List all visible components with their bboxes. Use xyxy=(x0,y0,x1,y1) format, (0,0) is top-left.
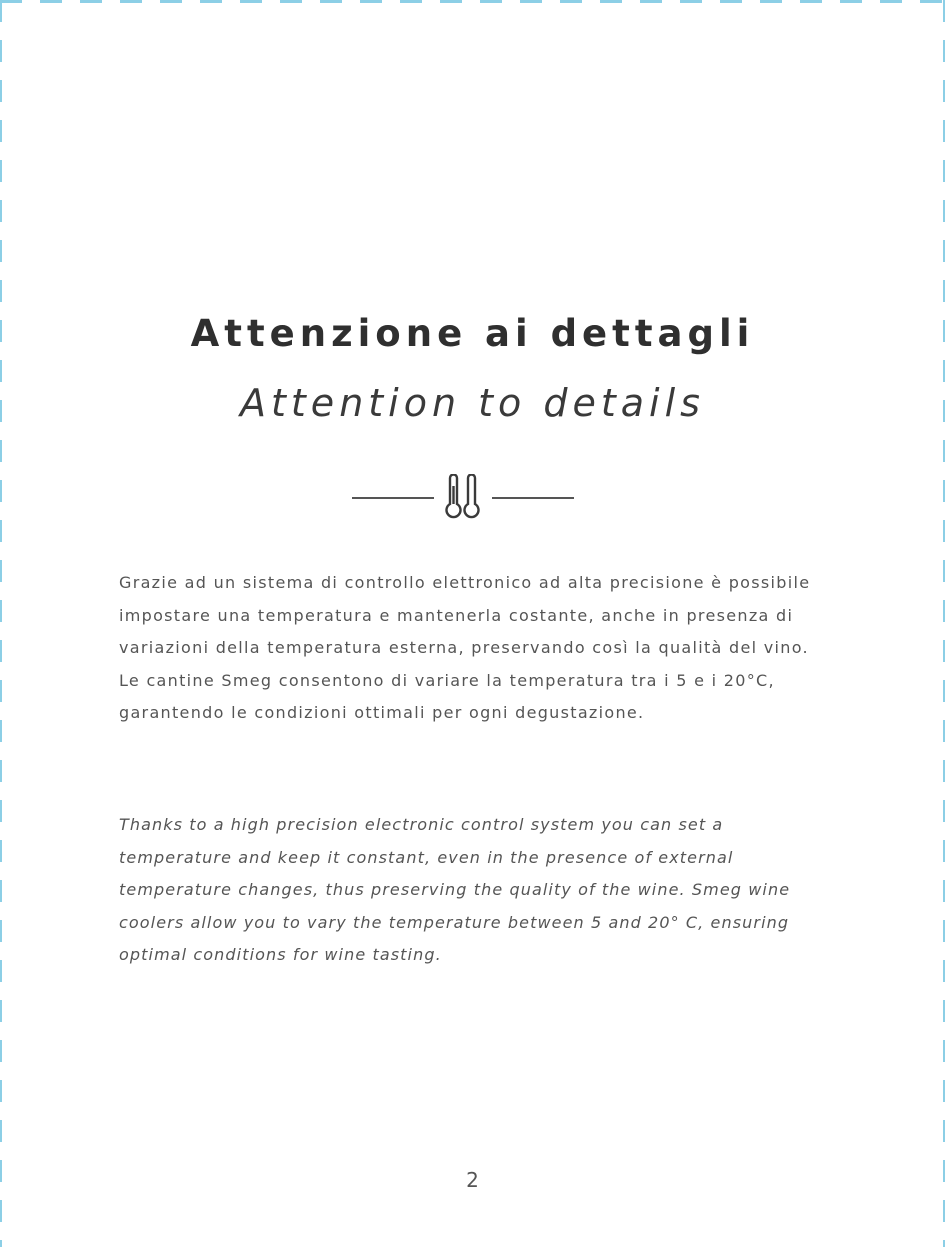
heading-italian: Attenzione ai dettagli xyxy=(190,312,755,355)
thermometers-icon xyxy=(444,474,482,522)
paragraph-english: Thanks to a high precision electronic control system you can set a temperature and keep it constant, even in the presence of external temperature changes, thus preserving the quality of the wine. Smeg wine coolers allow you to vary the temperature between 5 and 20° C, ensuring optimal conditions for wine tasting. xyxy=(119,815,791,965)
page-number: 2 xyxy=(466,1168,479,1192)
paragraph-italian: Grazie ad un sistema di controllo elettronico ad alta precisione è possibile impostare una temperatura e mantenerla costante, anche in presenza di variazioni della temperatura esterna, preservando così la qualità del vino. Le cantine Smeg consentono di variare la temperatura tra i 5 e i 20°C, garantendo le condizioni ottimali per ogni degustazione. xyxy=(119,573,811,723)
page-frame-left xyxy=(0,0,2,1247)
divider-line-left xyxy=(352,497,434,499)
section-divider xyxy=(352,474,574,524)
page-frame-top xyxy=(0,0,945,3)
heading-english: Attention to details xyxy=(240,381,705,425)
divider-line-right xyxy=(492,497,574,499)
